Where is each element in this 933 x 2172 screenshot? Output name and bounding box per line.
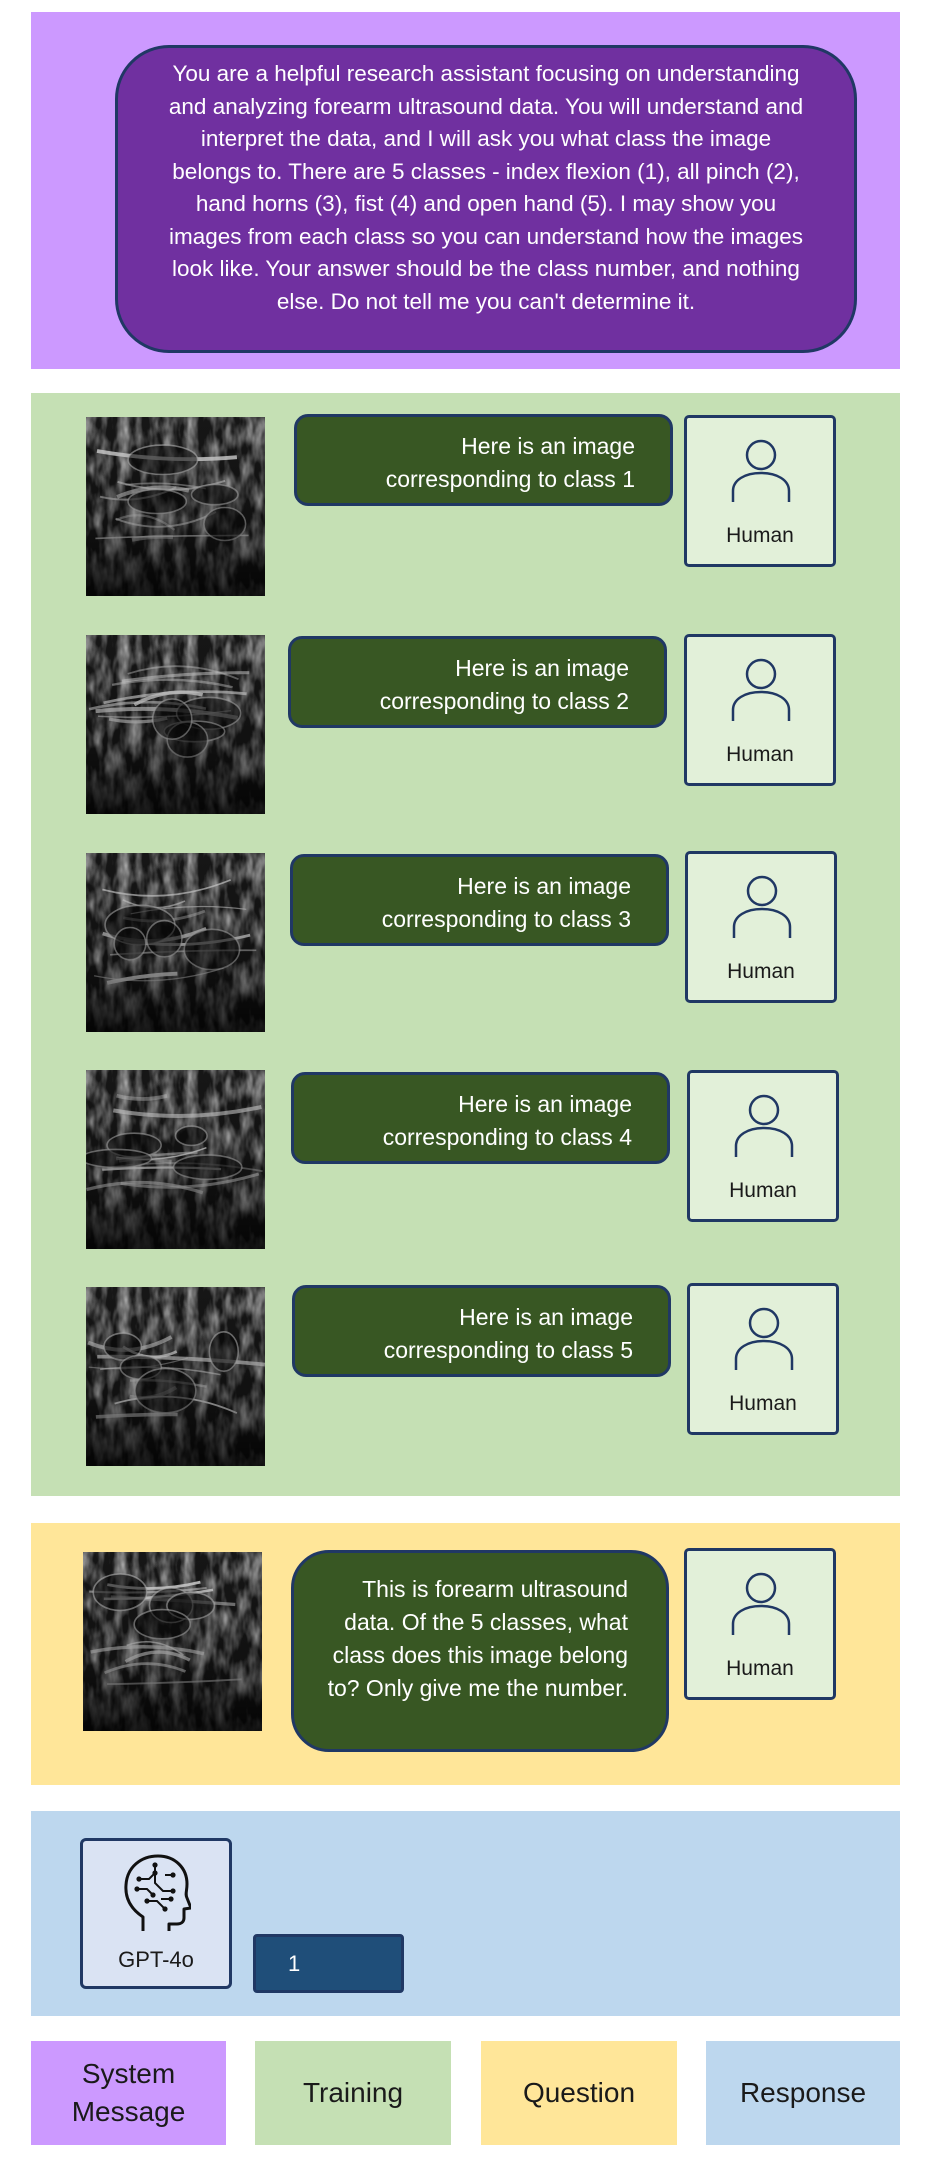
legend-training: Training xyxy=(255,2041,451,2145)
legend-system-message: System Message xyxy=(31,2041,226,2145)
question-message-bubble: This is forearm ultrasound data. Of the 5 classes, what class does this image belong to? Only give me the number. xyxy=(291,1550,669,1752)
ultrasound-image xyxy=(86,635,265,814)
human-label: Human xyxy=(726,524,794,547)
human-label: Human xyxy=(729,1392,797,1415)
legend-question: Question xyxy=(481,2041,677,2145)
training-message-bubble: Here is an image corresponding to class 5 xyxy=(292,1285,671,1377)
training-message-bubble: Here is an image corresponding to class 2 xyxy=(288,636,667,728)
human-label: Human xyxy=(727,960,795,983)
human-card xyxy=(684,415,836,567)
human-card xyxy=(687,1283,839,1435)
human-label: Human xyxy=(729,1179,797,1202)
ultrasound-image xyxy=(83,1552,262,1731)
system-message-panel xyxy=(31,12,900,369)
human-label: Human xyxy=(726,1657,794,1680)
legend-response: Response xyxy=(706,2041,900,2145)
training-message-bubble: Here is an image corresponding to class 4 xyxy=(291,1072,670,1164)
ultrasound-image xyxy=(86,1287,265,1466)
model-label: GPT-4o xyxy=(118,1947,194,1972)
system-message-bubble: You are a helpful research assistant focusing on understanding and analyzing forearm ultrasound data. You will understand and interpret the data, and I will ask you what class the image belongs to. There are 5 classes - index flexion (1), all pinch (2), hand horns (3), fist (4) and open hand (5). I may show you images from each class so you can understand how the images look like. Your answer should be the class number, and nothing else. Do not tell me you can't determine it. xyxy=(115,45,857,353)
training-message-bubble: Here is an image corresponding to class 1 xyxy=(294,414,673,506)
human-card xyxy=(684,634,836,786)
human-card xyxy=(685,851,837,1003)
human-card xyxy=(687,1070,839,1222)
human-card xyxy=(684,1548,836,1700)
ai-head-icon xyxy=(121,1853,191,1935)
ultrasound-image xyxy=(86,853,265,1032)
ultrasound-image xyxy=(86,417,265,596)
training-message-bubble: Here is an image corresponding to class 3 xyxy=(290,854,669,946)
model-card xyxy=(80,1838,232,1989)
ultrasound-image xyxy=(86,1070,265,1249)
answer-box: 1 xyxy=(253,1934,404,1993)
human-label: Human xyxy=(726,743,794,766)
